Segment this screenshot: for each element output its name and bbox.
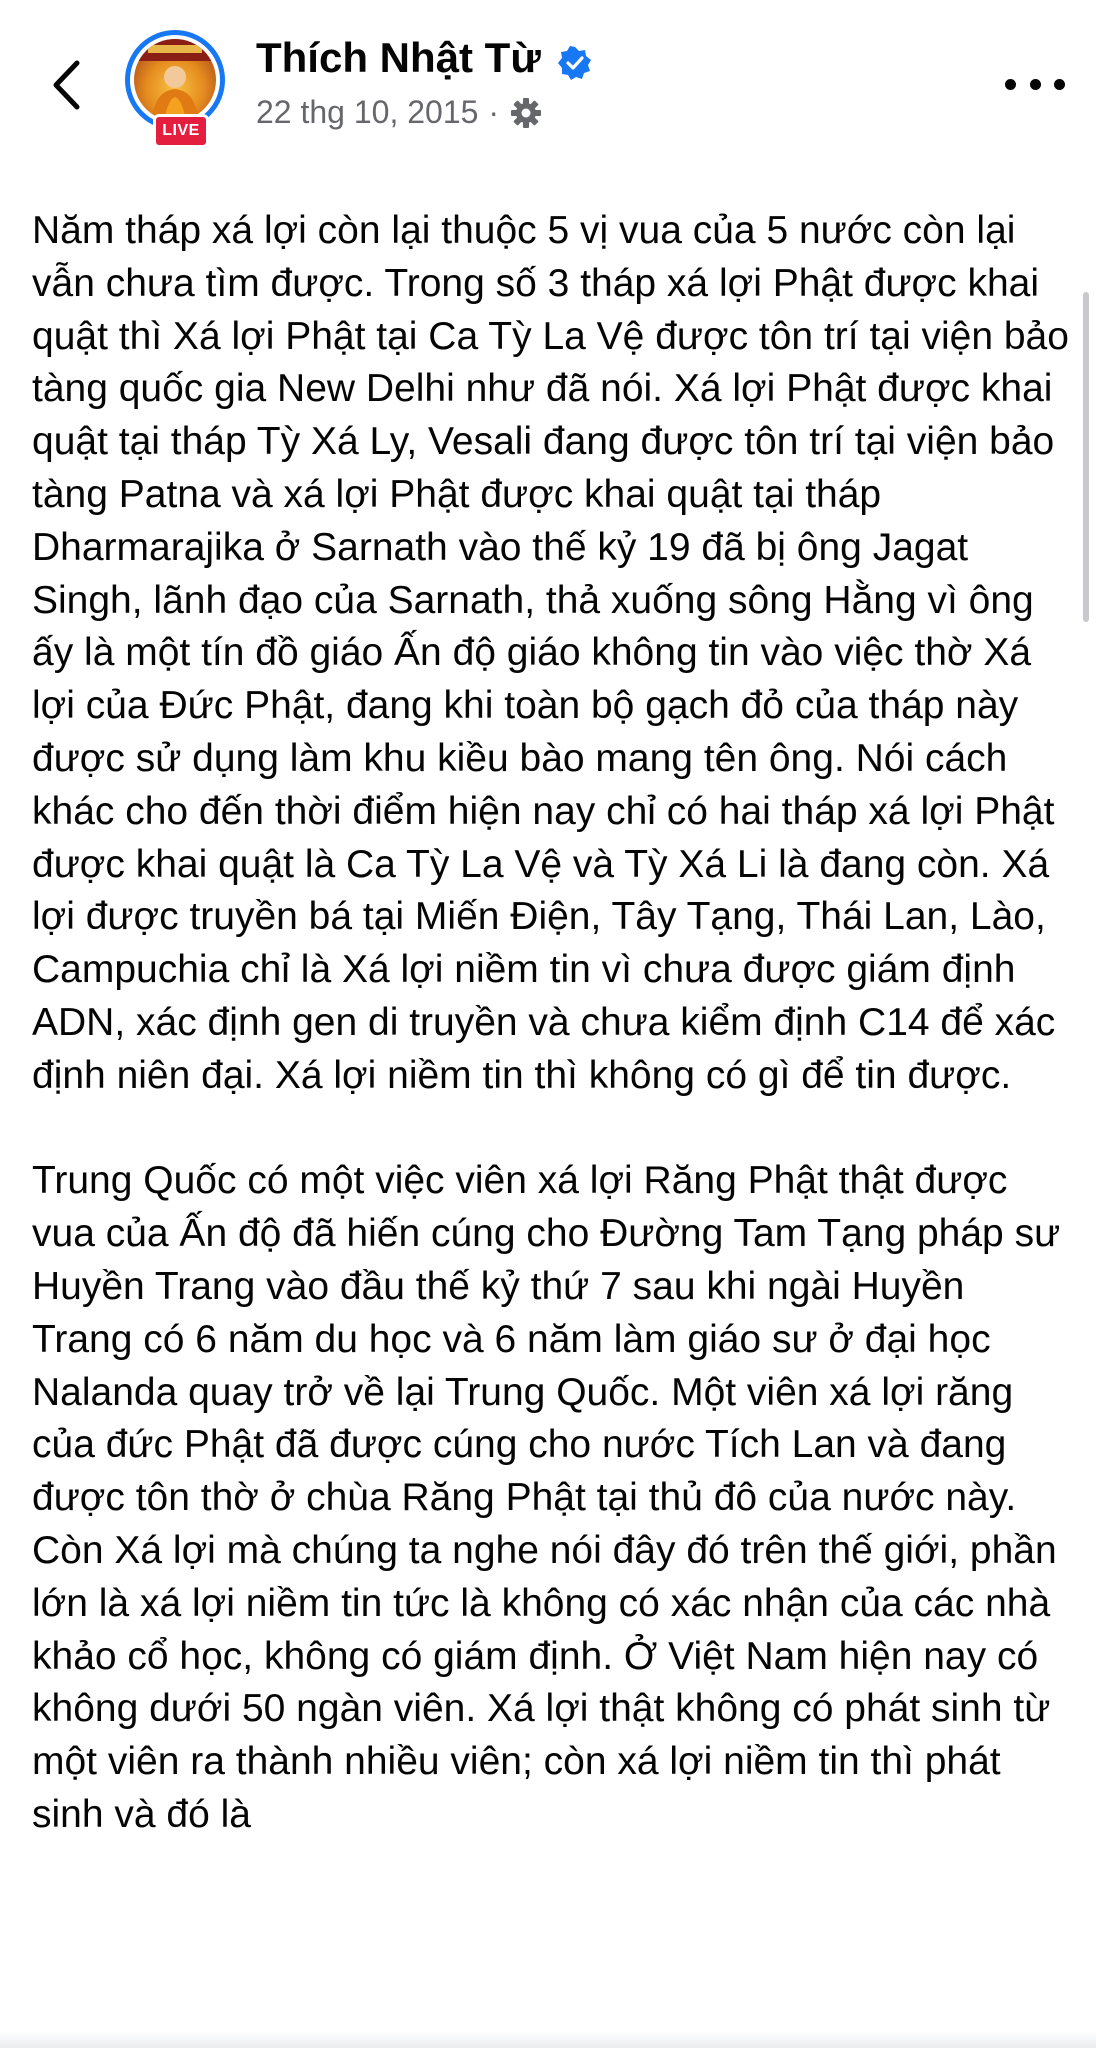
live-badge: LIVE: [153, 114, 209, 148]
chevron-left-icon: [51, 59, 81, 111]
post-text: [32, 205, 1072, 1895]
scrollbar[interactable]: [1083, 292, 1089, 622]
post-paragraph: Năm tháp xá lợi còn lại thuộc 5 vị vua của 5 nước còn lại vẫn chưa tìm được. Trong số 3 tháp xá lợi Phật được khai quật thì Xá lợi Phật tại Ca Tỳ La Vệ được tôn trí tại viện bảo tàng quốc gia New Delhi như đã nói. Xá lợi Phật được khai quật tại tháp Tỳ Xá Ly, Vesali đang được tôn trí tại viện bảo tàng Patna và xá lợi Phật được khai quật tại tháp Dharmarajika ở Sarnath vào thế kỷ 19 đã bị ông Jagat Singh, lãnh đạo của Sarnath, thả xuống sông Hằng vì ông ấy là một tín đồ giáo Ấn độ giáo không tin vào việc thờ Xá lợi của Đức Phật, đang khi toàn bộ gạch đỏ của tháp này được sử dụng làm khu kiều bào mang tên ông. Nói cách khác cho đến thời điểm hiện nay chỉ có hai tháp xá lợi Phật được khai quật là Ca Tỳ La Vệ và Tỳ Xá Li là đang còn. Xá lợi được truyền bá tại Miến Điện, Tây Tạng, Thái Lan, Lào, Campuchia chỉ là Xá lợi niềm tin vì chưa được giám định ADN, xác định gen di truyền và chưa kiểm định C14 để xác định niên đại. Xá lợi niềm tin thì không có gì để tin được.: [32, 209, 1069, 1097]
avatar: [134, 39, 216, 121]
meta-separator: ·: [488, 94, 500, 130]
bottom-edge: [0, 2032, 1096, 2048]
back-button[interactable]: [38, 50, 94, 120]
post-meta: [256, 94, 543, 131]
more-options-button[interactable]: [1005, 70, 1065, 98]
avatar-image: [134, 39, 216, 121]
author-name[interactable]: Thích Nhật Từ: [256, 34, 541, 81]
more-horizontal-icon: [1005, 79, 1016, 90]
gear-icon: [509, 96, 543, 130]
post-header: [0, 0, 1096, 165]
author-avatar[interactable]: [125, 30, 237, 142]
post-paragraph: Trung Quốc có một việc viên xá lợi Răng Phật thật được vua của Ấn độ đã hiến cúng cho Đường Tam Tạng pháp sư Huyền Trang vào đầu thế kỷ thứ 7 sau khi ngài Huyền Trang có 6 năm du học và 6 năm làm giáo sư ở đại học Nalanda quay trở về lại Trung Quốc. Một viên xá lợi răng của đức Phật đã được cúng cho nước Tích Lan và đang được tôn thờ ở chùa Răng Phật tại thủ đô của nước này. Còn Xá lợi mà chúng ta nghe nói đây đó trên thế giới, phần lớn là xá lợi niềm tin tức là không có xác nhận của các nhà khảo cổ học, không có giám định. Ở Việt Nam hiện nay có không dưới 50 ngàn viên. Xá lợi thật không có phát sinh từ một viên ra thành nhiều viên; còn xá lợi niềm tin thì phát sinh và đó là: [32, 1159, 1061, 1836]
post-date[interactable]: 22 thg 10, 2015: [256, 94, 479, 130]
verified-badge-icon: [558, 46, 592, 80]
